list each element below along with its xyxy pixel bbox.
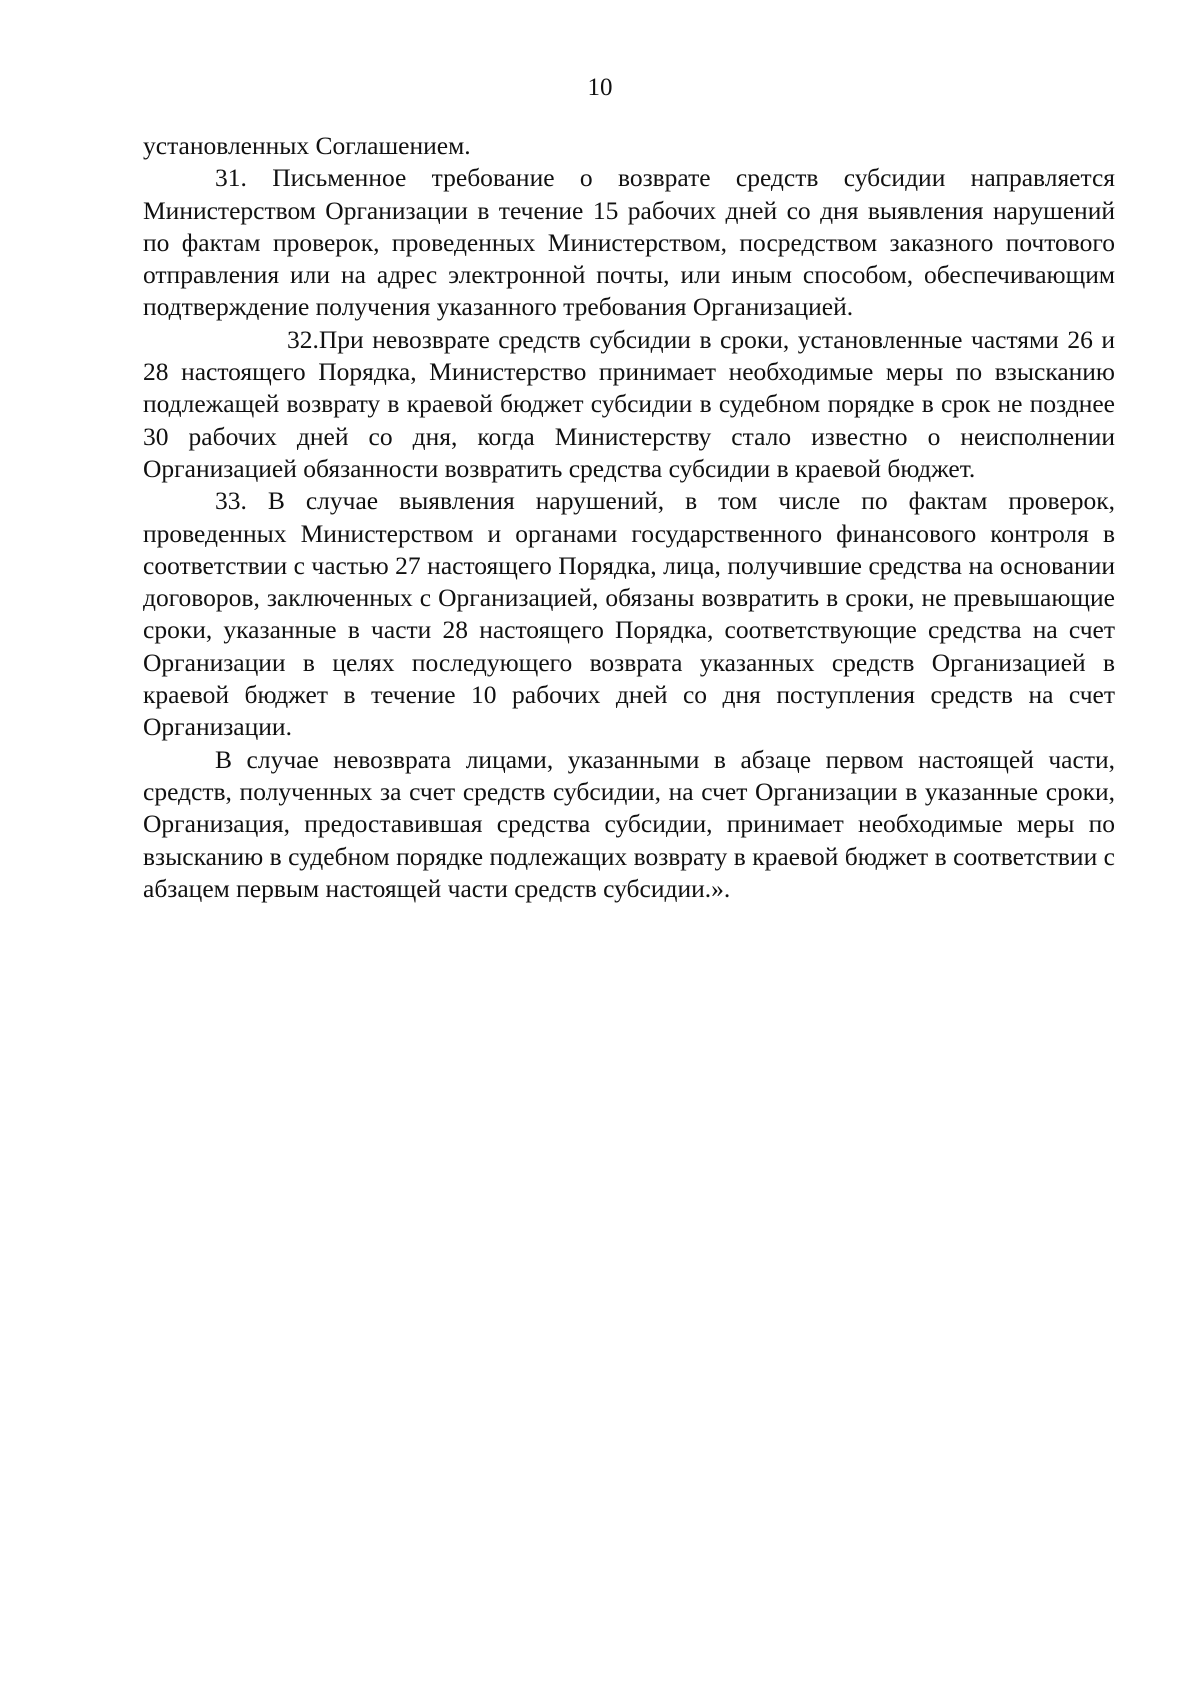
paragraph-33-second: В случае невозврата лицами, указанными в абзаце первом настоящей части, средств, полученных за счет средств субсидии, на счет Организации в указанные сроки, Организация, предоставившая средства субсидии, принимает необходимые меры по взысканию в судебном порядке подлежащих возврату в краевой бюджет в соответствии с абзацем первым настоящей части средств субсидии.». <box>143 744 1115 903</box>
paragraph-32-text: При невозврате средств субсидии в сроки, установленные частями 26 и 28 настоящего Порядка, Министерство принимает необходимые меры по взысканию подлежащей возврату в краевой бюджет субсидии в судебном порядке в срок не позднее 30 рабочих дней со дня, когда Министерству стало известно о неисполнении Организацией обязанности возвратить средства субсидии в краевой бюджет. <box>143 324 1115 483</box>
paragraph-33: 33. В случае выявления нарушений, в том числе по фактам проверок, проведенных Министерством и органами государственного финансового контроля в соответствии с частью 27 настоящего Порядка, лица, получившие средства на основании договоров, заключенных с Организацией, обязаны возвратить в сроки, не превышающие сроки, указанные в части 28 настоящего Порядка, соответствующие средства на счет Организации в целях последующего возврата указанных средств Организацией в краевой бюджет в течение 10 рабочих дней со дня поступления средств на счет Организации. <box>143 486 1115 742</box>
paragraph-32 <box>143 324 1115 485</box>
document-body <box>143 130 1115 905</box>
paragraph-continuation: установленных Соглашением. <box>143 131 471 160</box>
page-number: 10 <box>587 74 613 101</box>
paragraph-31: 31. Письменное требование о возврате средств субсидии направляется Министерством Организации в течение 15 рабочих дней со дня выявления нарушений по фактам проверок, проведенных Министерством, посредством заказного почтового отправления или на адрес электронной почты, или иным способом, обеспечивающим подтверждение получения указанного требования Организацией. <box>143 163 1115 322</box>
paragraph-32-number: 32. <box>287 324 319 354</box>
